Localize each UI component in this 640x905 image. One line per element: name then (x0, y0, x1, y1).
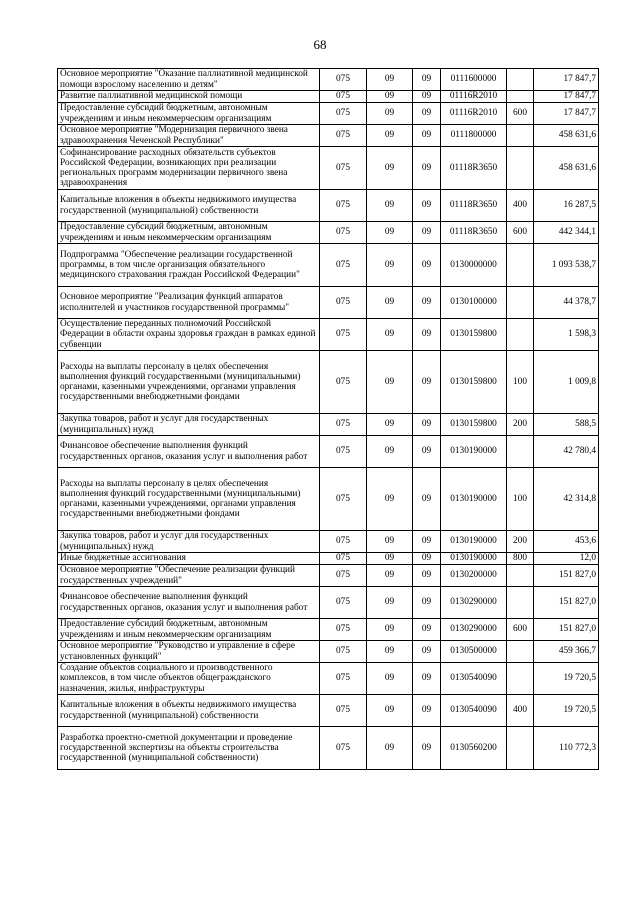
cell-name: Иные бюджетные ассигнования (58, 553, 320, 565)
cell-target-article: 01118R3650 (441, 222, 507, 244)
cell-target-article: 0130000000 (441, 244, 507, 287)
cell-ministry-code: 075 (320, 319, 367, 351)
cell-ministry-code: 075 (320, 414, 367, 436)
table-row (58, 351, 599, 414)
cell-name: Основное мероприятие "Обеспечение реализации функций государственных учреждений" (58, 565, 320, 587)
cell-subsection-code: 09 (413, 436, 441, 468)
cell-expense-type: 200 (507, 531, 534, 553)
cell-amount: 19 720,5 (534, 695, 599, 727)
cell-subsection-code: 09 (413, 319, 441, 351)
cell-expense-type (507, 319, 534, 351)
table-row (58, 727, 599, 770)
cell-name: Софинансирование расходных обязательств субъектов Российской Федерации, возникающих при реализации региональных программ модернизации первичного звена здравоохранения (58, 147, 320, 190)
cell-ministry-code: 075 (320, 436, 367, 468)
cell-ministry-code: 075 (320, 727, 367, 770)
cell-section-code: 09 (367, 468, 413, 531)
cell-subsection-code: 09 (413, 103, 441, 125)
cell-expense-type: 400 (507, 695, 534, 727)
cell-ministry-code: 075 (320, 103, 367, 125)
cell-name: Предоставление субсидий бюджетным, автономным учреждениям и иным некоммерческим организациям (58, 103, 320, 125)
table-row (58, 69, 599, 91)
cell-name: Основное мероприятие "Реализация функций аппаратов исполнителей и участников государственной программы" (58, 287, 320, 319)
cell-amount: 453,6 (534, 531, 599, 553)
cell-name: Основное мероприятие "Руководство и управление в сфере установленных функций" (58, 641, 320, 663)
cell-name: Осуществление переданных полномочий Российской Федерации в области охраны здоровья граждан в рамках единой субвенции (58, 319, 320, 351)
cell-expense-type (507, 244, 534, 287)
cell-amount: 42 314,8 (534, 468, 599, 531)
cell-amount: 588,5 (534, 414, 599, 436)
cell-expense-type (507, 91, 534, 103)
cell-expense-type (507, 663, 534, 695)
cell-expense-type (507, 587, 534, 619)
cell-section-code: 09 (367, 695, 413, 727)
cell-subsection-code: 09 (413, 287, 441, 319)
cell-subsection-code: 09 (413, 663, 441, 695)
cell-name: Развитие паллиативной медицинской помощи (58, 91, 320, 103)
cell-target-article: 0130500000 (441, 641, 507, 663)
budget-table (57, 68, 599, 770)
cell-name: Финансовое обеспечение выполнения функций государственных органов, оказания услуг и выполнения работ (58, 587, 320, 619)
cell-ministry-code: 075 (320, 351, 367, 414)
cell-name: Предоставление субсидий бюджетным, автономным учреждениям и иным некоммерческим организациям (58, 222, 320, 244)
cell-section-code: 09 (367, 436, 413, 468)
cell-expense-type: 800 (507, 553, 534, 565)
cell-section-code: 09 (367, 727, 413, 770)
cell-subsection-code: 09 (413, 641, 441, 663)
cell-section-code: 09 (367, 244, 413, 287)
table-row (58, 565, 599, 587)
cell-amount: 442 344,1 (534, 222, 599, 244)
table-row (58, 587, 599, 619)
cell-expense-type (507, 147, 534, 190)
cell-amount: 42 780,4 (534, 436, 599, 468)
cell-amount: 12,0 (534, 553, 599, 565)
cell-section-code: 09 (367, 619, 413, 641)
cell-expense-type (507, 565, 534, 587)
cell-subsection-code: 09 (413, 91, 441, 103)
cell-section-code: 09 (367, 147, 413, 190)
cell-subsection-code: 09 (413, 727, 441, 770)
cell-section-code: 09 (367, 69, 413, 91)
cell-name: Расходы на выплаты персоналу в целях обеспечения выполнения функций государственными (муниципальными) органами, казенными учреждениями, органами управления государственными внебюджетными фондами (58, 468, 320, 531)
cell-ministry-code: 075 (320, 190, 367, 222)
cell-ministry-code: 075 (320, 147, 367, 190)
cell-target-article: 0130190000 (441, 553, 507, 565)
cell-amount: 151 827,0 (534, 587, 599, 619)
table-row (58, 287, 599, 319)
cell-section-code: 09 (367, 319, 413, 351)
cell-section-code: 09 (367, 125, 413, 147)
cell-section-code: 09 (367, 222, 413, 244)
cell-target-article: 0130159800 (441, 351, 507, 414)
cell-subsection-code: 09 (413, 587, 441, 619)
table-row (58, 190, 599, 222)
cell-subsection-code: 09 (413, 695, 441, 727)
cell-target-article: 0130200000 (441, 565, 507, 587)
cell-ministry-code: 075 (320, 222, 367, 244)
cell-name: Закупка товаров, работ и услуг для государственных (муниципальных) нужд (58, 414, 320, 436)
cell-expense-type: 200 (507, 414, 534, 436)
cell-amount: 1 009,8 (534, 351, 599, 414)
cell-ministry-code: 075 (320, 244, 367, 287)
cell-expense-type: 600 (507, 222, 534, 244)
cell-subsection-code: 09 (413, 190, 441, 222)
cell-name: Основное мероприятие "Модернизация первичного звена здравоохранения Чеченской Республики" (58, 125, 320, 147)
cell-subsection-code: 09 (413, 414, 441, 436)
cell-section-code: 09 (367, 91, 413, 103)
cell-section-code: 09 (367, 287, 413, 319)
cell-name: Финансовое обеспечение выполнения функций государственных органов, оказания услуг и выполнения работ (58, 436, 320, 468)
cell-target-article: 0130159800 (441, 414, 507, 436)
cell-name: Расходы на выплаты персоналу в целях обеспечения выполнения функций государственными (муниципальными) органами, казенными учреждениями, органами управления государственными внебюджетными фондами (58, 351, 320, 414)
cell-target-article: 0130290000 (441, 619, 507, 641)
table-row (58, 91, 599, 103)
table-row (58, 147, 599, 190)
cell-name: Закупка товаров, работ и услуг для государственных (муниципальных) нужд (58, 531, 320, 553)
cell-name: Предоставление субсидий бюджетным, автономным учреждениям и иным некоммерческим организациям (58, 619, 320, 641)
page-number: 68 (313, 37, 327, 52)
cell-name: Основное мероприятие "Оказание паллиативной медицинской помощи взрослому населению и детям" (58, 69, 320, 91)
cell-ministry-code: 075 (320, 287, 367, 319)
cell-amount: 151 827,0 (534, 565, 599, 587)
cell-amount: 44 378,7 (534, 287, 599, 319)
table-row (58, 125, 599, 147)
cell-section-code: 09 (367, 414, 413, 436)
cell-name: Капитальные вложения в объекты недвижимого имущества государственной (муниципальной) собственности (58, 190, 320, 222)
cell-ministry-code: 075 (320, 553, 367, 565)
cell-target-article: 0130560200 (441, 727, 507, 770)
cell-target-article: 0130290000 (441, 587, 507, 619)
table-row (58, 531, 599, 553)
cell-ministry-code: 075 (320, 619, 367, 641)
cell-subsection-code: 09 (413, 244, 441, 287)
cell-subsection-code: 09 (413, 69, 441, 91)
cell-subsection-code: 09 (413, 619, 441, 641)
cell-target-article: 0130190000 (441, 531, 507, 553)
cell-target-article: 0130190000 (441, 468, 507, 531)
table-row (58, 436, 599, 468)
cell-amount: 1 598,3 (534, 319, 599, 351)
cell-ministry-code: 075 (320, 91, 367, 103)
cell-target-article: 0130100000 (441, 287, 507, 319)
cell-amount: 458 631,6 (534, 147, 599, 190)
cell-subsection-code: 09 (413, 565, 441, 587)
table-row (58, 103, 599, 125)
cell-subsection-code: 09 (413, 222, 441, 244)
table-row (58, 553, 599, 565)
table-row (58, 695, 599, 727)
cell-target-article: 0130190000 (441, 436, 507, 468)
cell-section-code: 09 (367, 663, 413, 695)
table-row (58, 244, 599, 287)
cell-expense-type: 100 (507, 351, 534, 414)
table-row (58, 414, 599, 436)
cell-section-code: 09 (367, 587, 413, 619)
cell-subsection-code: 09 (413, 351, 441, 414)
cell-name: Подпрограмма "Обеспечение реализации государственной программы, в том числе организация обязательного медицинского страхования граждан Российской Федерации" (58, 244, 320, 287)
cell-amount: 16 287,5 (534, 190, 599, 222)
table-row (58, 468, 599, 531)
cell-target-article: 0130540090 (441, 695, 507, 727)
cell-section-code: 09 (367, 351, 413, 414)
cell-amount: 17 847,7 (534, 69, 599, 91)
cell-section-code: 09 (367, 531, 413, 553)
cell-target-article: 0130159800 (441, 319, 507, 351)
cell-ministry-code: 075 (320, 641, 367, 663)
cell-amount: 459 366,7 (534, 641, 599, 663)
cell-expense-type (507, 287, 534, 319)
cell-section-code: 09 (367, 641, 413, 663)
cell-expense-type (507, 641, 534, 663)
cell-subsection-code: 09 (413, 147, 441, 190)
cell-ministry-code: 075 (320, 565, 367, 587)
cell-target-article: 01118R3650 (441, 190, 507, 222)
cell-expense-type: 600 (507, 619, 534, 641)
cell-expense-type (507, 125, 534, 147)
cell-target-article: 01118R3650 (441, 147, 507, 190)
cell-section-code: 09 (367, 190, 413, 222)
cell-section-code: 09 (367, 565, 413, 587)
cell-ministry-code: 075 (320, 531, 367, 553)
cell-amount: 17 847,7 (534, 103, 599, 125)
table-row (58, 619, 599, 641)
cell-target-article: 01116R2010 (441, 91, 507, 103)
cell-ministry-code: 075 (320, 69, 367, 91)
cell-amount: 1 093 538,7 (534, 244, 599, 287)
table-row (58, 641, 599, 663)
table-row (58, 222, 599, 244)
cell-amount: 110 772,3 (534, 727, 599, 770)
cell-amount: 19 720,5 (534, 663, 599, 695)
cell-expense-type (507, 69, 534, 91)
cell-expense-type: 600 (507, 103, 534, 125)
cell-name: Капитальные вложения в объекты недвижимого имущества государственной (муниципальной) собственности (58, 695, 320, 727)
cell-target-article: 0111800000 (441, 125, 507, 147)
table-body (58, 69, 599, 770)
cell-expense-type (507, 436, 534, 468)
cell-target-article: 01116R2010 (441, 103, 507, 125)
cell-ministry-code: 075 (320, 468, 367, 531)
cell-amount: 458 631,6 (534, 125, 599, 147)
cell-target-article: 0111600000 (441, 69, 507, 91)
cell-name: Создание объектов социального и производственного комплексов, в том числе объектов общегражданского назначения, жилья, инфраструктуры (58, 663, 320, 695)
cell-expense-type (507, 727, 534, 770)
cell-ministry-code: 075 (320, 663, 367, 695)
cell-subsection-code: 09 (413, 531, 441, 553)
cell-subsection-code: 09 (413, 125, 441, 147)
cell-amount: 151 827,0 (534, 619, 599, 641)
table-row (58, 319, 599, 351)
cell-ministry-code: 075 (320, 695, 367, 727)
cell-expense-type: 100 (507, 468, 534, 531)
cell-ministry-code: 075 (320, 125, 367, 147)
table-row (58, 663, 599, 695)
cell-subsection-code: 09 (413, 553, 441, 565)
cell-subsection-code: 09 (413, 468, 441, 531)
cell-expense-type: 400 (507, 190, 534, 222)
cell-section-code: 09 (367, 553, 413, 565)
cell-target-article: 0130540090 (441, 663, 507, 695)
cell-section-code: 09 (367, 103, 413, 125)
cell-name: Разработка проектно-сметной документации и проведение государственной экспертизы на объекты строительства государственной (муниципальной собственности) (58, 727, 320, 770)
cell-amount: 17 847,7 (534, 91, 599, 103)
cell-ministry-code: 075 (320, 587, 367, 619)
